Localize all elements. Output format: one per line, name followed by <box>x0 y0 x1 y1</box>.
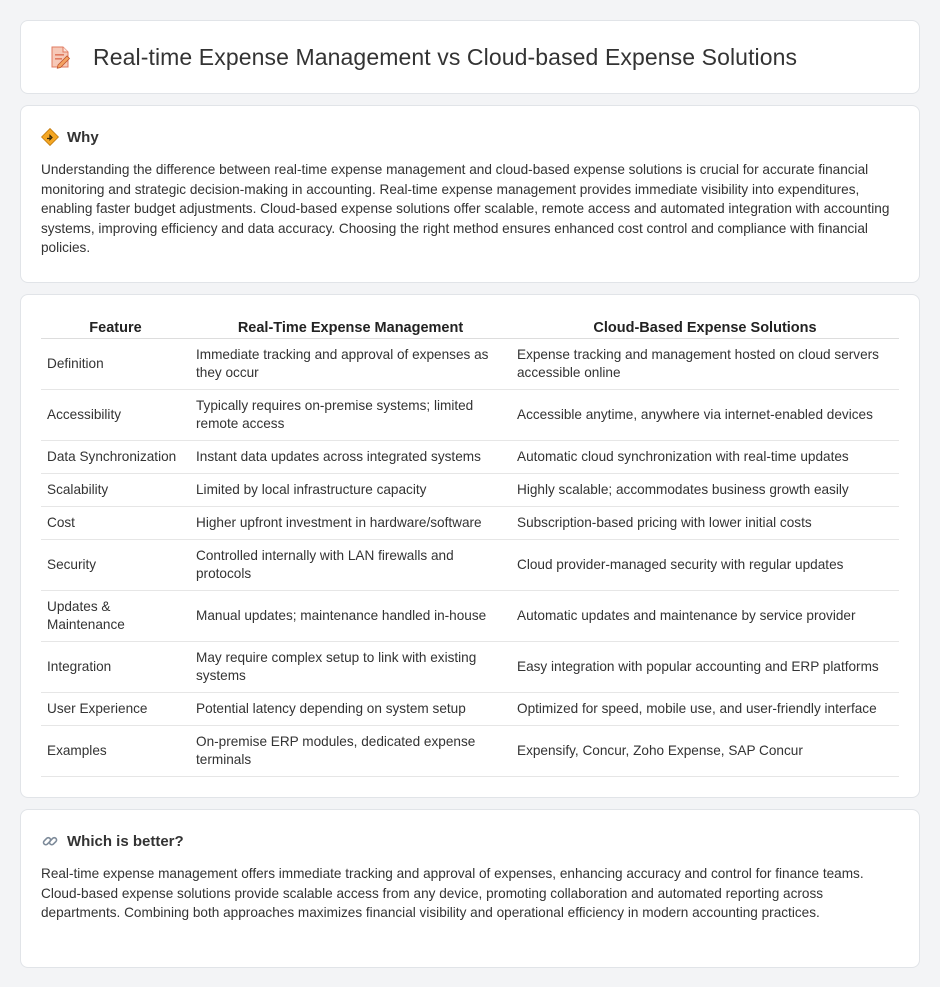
feature-cell: Accessibility <box>41 390 190 441</box>
link-icon <box>41 832 59 850</box>
real-time-cell: Instant data updates across integrated systems <box>190 441 511 474</box>
table-row <box>41 507 899 540</box>
table-row <box>41 474 899 507</box>
page-title: Real-time Expense Management vs Cloud-based Expense Solutions <box>93 43 798 70</box>
better-text: Real-time expense management offers immediate tracking and approval of expenses, enhancing accuracy and control for finance teams. Cloud-based expense solutions provide scalable access from any device, promoting collaboration and automated reporting across departments. Combining both approaches maximizes financial visibility and operational efficiency in modern accounting practices. <box>41 866 864 921</box>
document-edit-icon <box>47 44 73 70</box>
column-header-cloud: Cloud-Based Expense Solutions <box>511 315 899 339</box>
why-heading <box>41 128 899 146</box>
table-row <box>41 390 899 441</box>
feature-cell: Data Synchronization <box>41 441 190 474</box>
cloud-cell: Accessible anytime, anywhere via internet-enabled devices <box>511 390 899 441</box>
real-time-cell: Manual updates; maintenance handled in-house <box>190 591 511 642</box>
comparison-table <box>41 315 899 777</box>
table-header-row <box>41 315 899 339</box>
cloud-cell: Cloud provider-managed security with regular updates <box>511 540 899 591</box>
cloud-cell: Expense tracking and management hosted on cloud servers accessible online <box>511 339 899 390</box>
table-row <box>41 540 899 591</box>
which-is-better-section <box>20 809 920 968</box>
real-time-cell: Potential latency depending on system setup <box>190 693 511 726</box>
feature-cell: Definition <box>41 339 190 390</box>
cloud-cell: Easy integration with popular accounting and ERP platforms <box>511 642 899 693</box>
diamond-road-sign-icon <box>41 128 59 146</box>
feature-cell: Updates & Maintenance <box>41 591 190 642</box>
real-time-cell: On-premise ERP modules, dedicated expense terminals <box>190 726 511 777</box>
feature-cell: User Experience <box>41 693 190 726</box>
cloud-cell: Highly scalable; accommodates business growth easily <box>511 474 899 507</box>
cloud-cell: Optimized for speed, mobile use, and user-friendly interface <box>511 693 899 726</box>
table-row <box>41 339 899 390</box>
table-row <box>41 726 899 777</box>
real-time-cell: May require complex setup to link with existing systems <box>190 642 511 693</box>
why-section <box>20 105 920 283</box>
feature-cell: Cost <box>41 507 190 540</box>
feature-cell: Integration <box>41 642 190 693</box>
better-title: Which is better? <box>67 832 184 850</box>
cloud-cell: Automatic updates and maintenance by service provider <box>511 591 899 642</box>
real-time-cell: Higher upfront investment in hardware/software <box>190 507 511 540</box>
table-row <box>41 642 899 693</box>
why-title: Why <box>67 128 99 146</box>
feature-cell: Security <box>41 540 190 591</box>
comparison-section <box>20 294 920 798</box>
real-time-cell: Limited by local infrastructure capacity <box>190 474 511 507</box>
table-row <box>41 693 899 726</box>
column-header-real-time: Real-Time Expense Management <box>190 315 511 339</box>
column-header-feature: Feature <box>41 315 190 339</box>
table-row <box>41 441 899 474</box>
feature-cell: Scalability <box>41 474 190 507</box>
cloud-cell: Automatic cloud synchronization with real-time updates <box>511 441 899 474</box>
table-row <box>41 591 899 642</box>
cloud-cell: Expensify, Concur, Zoho Expense, SAP Concur <box>511 726 899 777</box>
real-time-cell: Controlled internally with LAN firewalls and protocols <box>190 540 511 591</box>
feature-cell: Examples <box>41 726 190 777</box>
better-heading <box>41 832 899 850</box>
why-text: Understanding the difference between real-time expense management and cloud-based expense solutions is crucial for accurate financial monitoring and strategic decision-making in accounting. Real-time expense management provides immediate visibility into expenditures, enabling faster budget adjustments. Cloud-based expense solutions offer scalable, remote access and automated integration with accounting systems, improving efficiency and data accuracy. Choosing the right method ensures enhanced cost control and compliance with financial policies. <box>41 162 890 256</box>
real-time-cell: Immediate tracking and approval of expenses as they occur <box>190 339 511 390</box>
cloud-cell: Subscription-based pricing with lower initial costs <box>511 507 899 540</box>
header-card <box>20 20 920 94</box>
real-time-cell: Typically requires on-premise systems; limited remote access <box>190 390 511 441</box>
